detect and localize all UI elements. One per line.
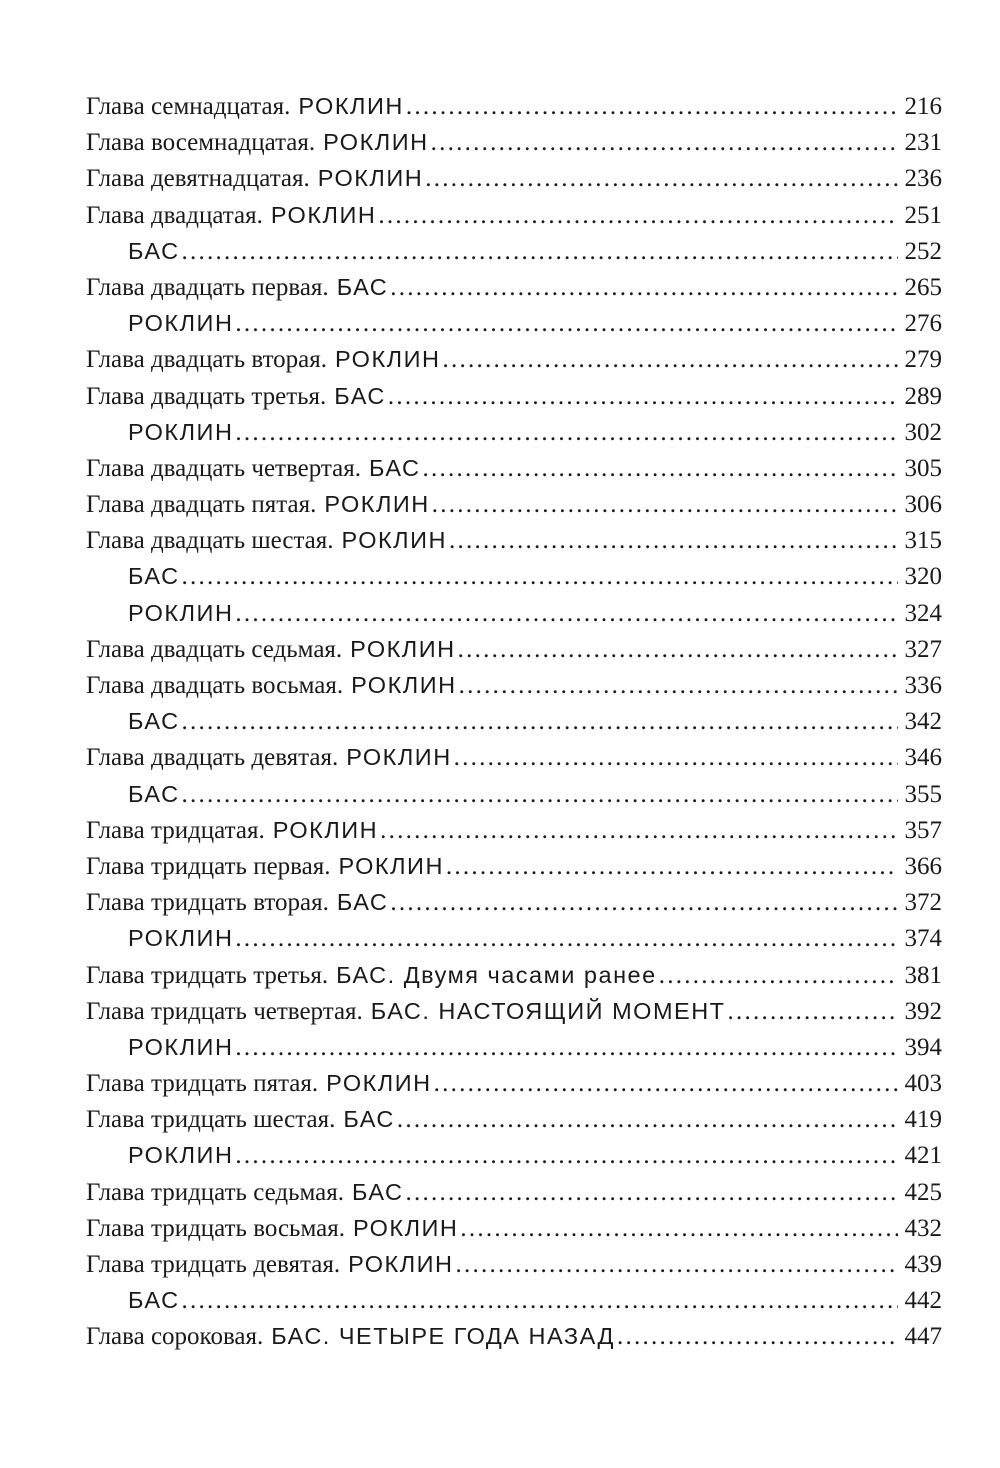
page-number: 231 bbox=[904, 129, 942, 157]
toc-entry[interactable] bbox=[86, 957, 942, 993]
dot-leader bbox=[235, 415, 898, 451]
chapter-label: Глава двадцать четвертая. bbox=[86, 454, 361, 482]
page-number: 432 bbox=[904, 1214, 942, 1242]
toc-entry[interactable] bbox=[86, 667, 942, 703]
dot-leader bbox=[432, 487, 898, 523]
toc-entry[interactable] bbox=[86, 1210, 942, 1246]
chapter-label: Глава тридцать девятая. bbox=[86, 1251, 341, 1278]
toc-entry[interactable] bbox=[86, 558, 942, 594]
toc-entry[interactable] bbox=[86, 197, 942, 233]
chapter-label: Глава девятнадцатая. bbox=[86, 165, 310, 193]
page-number: 251 bbox=[904, 201, 942, 229]
dot-leader bbox=[434, 1066, 898, 1102]
chapter-label: Глава тридцать шестая. bbox=[86, 1106, 336, 1134]
page-number: 442 bbox=[904, 1287, 942, 1315]
entry-title bbox=[86, 595, 233, 632]
narrator-name: РОКЛИН bbox=[323, 129, 429, 156]
narrator-name: РОКЛИН bbox=[351, 672, 457, 698]
entry-title bbox=[86, 197, 376, 234]
narrator-name: РОКЛИН bbox=[335, 346, 441, 373]
dot-leader bbox=[235, 306, 898, 342]
narrator-name: БАС bbox=[334, 382, 386, 409]
narrator-name: РОКЛИН bbox=[128, 418, 234, 445]
narrator-name: РОКЛИН bbox=[317, 165, 424, 192]
narrator-name: БАС bbox=[336, 273, 389, 300]
page-number: 320 bbox=[904, 563, 942, 591]
entry-title bbox=[86, 160, 423, 197]
narrator-name: РОКЛИН bbox=[346, 744, 452, 771]
entry-title bbox=[86, 631, 456, 668]
chapter-label: Глава тридцать восьмая. bbox=[86, 1214, 345, 1242]
entry-title bbox=[86, 667, 457, 704]
page-number: 374 bbox=[904, 925, 942, 953]
page-number: 342 bbox=[904, 708, 942, 736]
entry-title bbox=[86, 739, 452, 776]
page-number: 381 bbox=[904, 961, 942, 989]
page-number: 252 bbox=[904, 237, 942, 265]
narrator-name: БАС bbox=[368, 454, 421, 481]
toc-entry[interactable] bbox=[86, 1101, 942, 1137]
toc-entry[interactable] bbox=[86, 486, 942, 522]
dot-leader bbox=[182, 704, 898, 740]
chapter-label: Глава тридцать четвертая. bbox=[86, 997, 363, 1025]
entry-title bbox=[86, 124, 429, 161]
dot-leader bbox=[460, 1211, 898, 1247]
chapter-label: Глава двадцатая. bbox=[86, 201, 263, 229]
page-number: 439 bbox=[904, 1251, 942, 1278]
toc-entry[interactable] bbox=[86, 631, 942, 667]
toc-entry[interactable] bbox=[86, 1282, 942, 1318]
toc-entry[interactable] bbox=[86, 920, 942, 956]
narrator-name: РОКЛИН bbox=[128, 599, 234, 626]
toc-entry[interactable] bbox=[86, 160, 942, 196]
entry-title bbox=[86, 233, 180, 270]
page-number: 372 bbox=[904, 889, 942, 917]
chapter-label: Глава тридцать седьмая. bbox=[86, 1178, 344, 1206]
entry-title bbox=[86, 269, 388, 306]
entry-title bbox=[86, 812, 378, 849]
dot-leader bbox=[182, 559, 898, 595]
narrator-name: БАС. Двумя часами ранее bbox=[336, 961, 657, 988]
entry-title bbox=[86, 848, 444, 885]
page-number: 276 bbox=[904, 310, 942, 338]
toc-entry[interactable] bbox=[86, 1029, 942, 1065]
dot-leader bbox=[431, 125, 898, 161]
chapter-label: Глава тридцать первая. bbox=[86, 852, 331, 880]
toc-entry[interactable] bbox=[86, 378, 942, 414]
dot-leader bbox=[235, 1030, 898, 1066]
chapter-label: Глава двадцать пятая. bbox=[86, 491, 317, 519]
page-number: 346 bbox=[904, 744, 942, 772]
narrator-name: БАС bbox=[351, 1178, 404, 1205]
toc-entry[interactable] bbox=[86, 848, 942, 884]
chapter-label: Глава двадцать вторая. bbox=[86, 346, 328, 374]
entry-title bbox=[86, 1101, 395, 1138]
dot-leader bbox=[456, 1247, 899, 1283]
dot-leader bbox=[458, 632, 898, 668]
entry-title bbox=[86, 1210, 458, 1247]
entry-title bbox=[86, 341, 440, 378]
entry-title bbox=[86, 88, 404, 125]
page-number: 324 bbox=[904, 599, 942, 627]
chapter-label: Глава двадцать восьмая. bbox=[86, 672, 344, 699]
page-number: 392 bbox=[904, 997, 942, 1025]
dot-leader bbox=[235, 921, 898, 957]
toc-entry[interactable] bbox=[86, 233, 942, 269]
dot-leader bbox=[459, 668, 898, 704]
page-number: 336 bbox=[904, 672, 942, 699]
dot-leader bbox=[182, 1283, 898, 1319]
dot-leader bbox=[406, 89, 898, 125]
page-number: 357 bbox=[904, 816, 942, 844]
page-number: 327 bbox=[904, 635, 942, 663]
dot-leader bbox=[442, 342, 898, 378]
toc-entry[interactable] bbox=[86, 1246, 942, 1282]
toc-entry[interactable] bbox=[86, 269, 942, 305]
narrator-name: РОКЛИН bbox=[270, 201, 377, 228]
toc-entry[interactable] bbox=[86, 341, 942, 377]
narrator-name: БАС bbox=[128, 1287, 180, 1314]
dot-leader bbox=[617, 1319, 898, 1355]
dot-leader bbox=[728, 994, 898, 1030]
toc-entry[interactable] bbox=[86, 739, 942, 775]
toc-entry[interactable] bbox=[86, 1065, 942, 1101]
chapter-label: Глава двадцать седьмая. bbox=[86, 635, 343, 663]
dot-leader bbox=[235, 596, 898, 632]
dot-leader bbox=[388, 379, 898, 415]
page-number: 289 bbox=[904, 382, 942, 410]
toc-entry[interactable] bbox=[86, 1318, 942, 1354]
dot-leader bbox=[454, 740, 898, 776]
page-number: 315 bbox=[904, 527, 942, 555]
toc-entry[interactable] bbox=[86, 88, 942, 124]
narrator-name: РОКЛИН bbox=[338, 852, 444, 879]
page-number: 403 bbox=[904, 1070, 942, 1098]
toc-entry[interactable] bbox=[86, 522, 942, 558]
entry-title bbox=[86, 1065, 432, 1102]
narrator-name: БАС bbox=[343, 1106, 395, 1133]
page-number: 265 bbox=[904, 273, 942, 301]
dot-leader bbox=[380, 813, 898, 849]
chapter-label: Глава тридцать вторая. bbox=[86, 889, 329, 917]
narrator-name: БАС bbox=[128, 708, 180, 735]
chapter-label: Глава семнадцатая. bbox=[86, 93, 291, 120]
narrator-name: БАС bbox=[128, 237, 180, 264]
narrator-name: РОКЛИН bbox=[128, 1142, 234, 1169]
dot-leader bbox=[390, 885, 898, 921]
narrator-name: РОКЛИН bbox=[326, 1070, 432, 1097]
page-number: 425 bbox=[904, 1178, 942, 1206]
toc-entry[interactable] bbox=[86, 450, 942, 486]
page-number: 302 bbox=[904, 418, 942, 446]
page-number: 236 bbox=[904, 165, 942, 193]
dot-leader bbox=[182, 234, 898, 270]
entry-title bbox=[86, 920, 233, 957]
page-number: 355 bbox=[904, 780, 942, 808]
chapter-label: Глава двадцать шестая. bbox=[86, 527, 334, 555]
toc-entry[interactable] bbox=[86, 776, 942, 812]
entry-title bbox=[86, 1246, 454, 1283]
entry-title bbox=[86, 957, 657, 994]
toc-entry[interactable] bbox=[86, 993, 942, 1029]
chapter-label: Глава двадцать третья. bbox=[86, 382, 327, 410]
dot-leader bbox=[406, 1175, 898, 1211]
page-number: 306 bbox=[904, 491, 942, 519]
narrator-name: РОКЛИН bbox=[128, 310, 234, 337]
narrator-name: РОКЛИН bbox=[298, 93, 404, 119]
toc-entry[interactable] bbox=[86, 703, 942, 739]
entry-title bbox=[86, 884, 388, 921]
entry-title bbox=[86, 305, 233, 342]
entry-title bbox=[86, 378, 386, 415]
toc-entry[interactable] bbox=[86, 414, 942, 450]
table-of-contents bbox=[86, 88, 942, 1355]
dot-leader bbox=[659, 958, 898, 994]
chapter-label: Глава тридцать пятая. bbox=[86, 1070, 319, 1098]
toc-entry[interactable] bbox=[86, 305, 942, 341]
page-number: 394 bbox=[904, 1033, 942, 1061]
dot-leader bbox=[235, 1138, 898, 1174]
entry-title bbox=[86, 993, 726, 1030]
narrator-name: БАС bbox=[128, 563, 180, 590]
chapter-label: Глава тридцатая. bbox=[86, 816, 265, 844]
page-number: 305 bbox=[904, 454, 942, 482]
page-number: 419 bbox=[904, 1106, 942, 1134]
chapter-label: Глава восемнадцатая. bbox=[86, 129, 316, 157]
entry-title bbox=[86, 1029, 233, 1066]
entry-title bbox=[86, 486, 430, 523]
page-number: 366 bbox=[904, 852, 942, 880]
toc-entry[interactable] bbox=[86, 124, 942, 160]
narrator-name: РОКЛИН bbox=[341, 527, 447, 554]
dot-leader bbox=[423, 451, 898, 487]
page-number: 421 bbox=[904, 1142, 942, 1170]
narrator-name: БАС bbox=[336, 889, 389, 916]
toc-entry[interactable] bbox=[86, 1137, 942, 1173]
dot-leader bbox=[446, 849, 898, 885]
chapter-label: Глава двадцать первая. bbox=[86, 273, 329, 301]
chapter-label: Глава сороковая. bbox=[86, 1323, 264, 1351]
dot-leader bbox=[390, 270, 898, 306]
entry-title bbox=[86, 1137, 233, 1174]
narrator-name: РОКЛИН bbox=[324, 491, 430, 518]
dot-leader bbox=[182, 777, 898, 813]
dot-leader bbox=[397, 1102, 898, 1138]
narrator-name: БАС. ЧЕТЫРЕ ГОДА НАЗАД bbox=[271, 1323, 615, 1350]
dot-leader bbox=[449, 523, 898, 559]
entry-title bbox=[86, 558, 180, 595]
chapter-label: Глава двадцать девятая. bbox=[86, 744, 339, 772]
narrator-name: РОКЛИН bbox=[352, 1214, 459, 1241]
entry-title bbox=[86, 522, 447, 559]
dot-leader bbox=[425, 161, 898, 197]
narrator-name: РОКЛИН bbox=[128, 1033, 234, 1060]
entry-title bbox=[86, 703, 180, 740]
page-number: 216 bbox=[904, 93, 942, 120]
entry-title bbox=[86, 1318, 615, 1355]
narrator-name: РОКЛИН bbox=[128, 925, 234, 952]
entry-title bbox=[86, 776, 180, 813]
toc-entry[interactable] bbox=[86, 812, 942, 848]
chapter-label: Глава тридцать третья. bbox=[86, 961, 329, 989]
toc-entry[interactable] bbox=[86, 884, 942, 920]
narrator-name: РОКЛИН bbox=[272, 816, 379, 843]
narrator-name: БАС bbox=[128, 780, 180, 807]
entry-title bbox=[86, 1282, 180, 1319]
dot-leader bbox=[378, 198, 898, 234]
page-number: 279 bbox=[904, 346, 942, 374]
toc-entry[interactable] bbox=[86, 595, 942, 631]
narrator-name: РОКЛИН bbox=[348, 1251, 454, 1277]
toc-entry[interactable] bbox=[86, 1174, 942, 1210]
page-number: 447 bbox=[904, 1323, 942, 1351]
entry-title bbox=[86, 1174, 404, 1211]
narrator-name: БАС. НАСТОЯЩИЙ МОМЕНТ bbox=[370, 997, 726, 1024]
narrator-name: РОКЛИН bbox=[350, 635, 456, 662]
entry-title bbox=[86, 414, 233, 451]
entry-title bbox=[86, 450, 421, 487]
